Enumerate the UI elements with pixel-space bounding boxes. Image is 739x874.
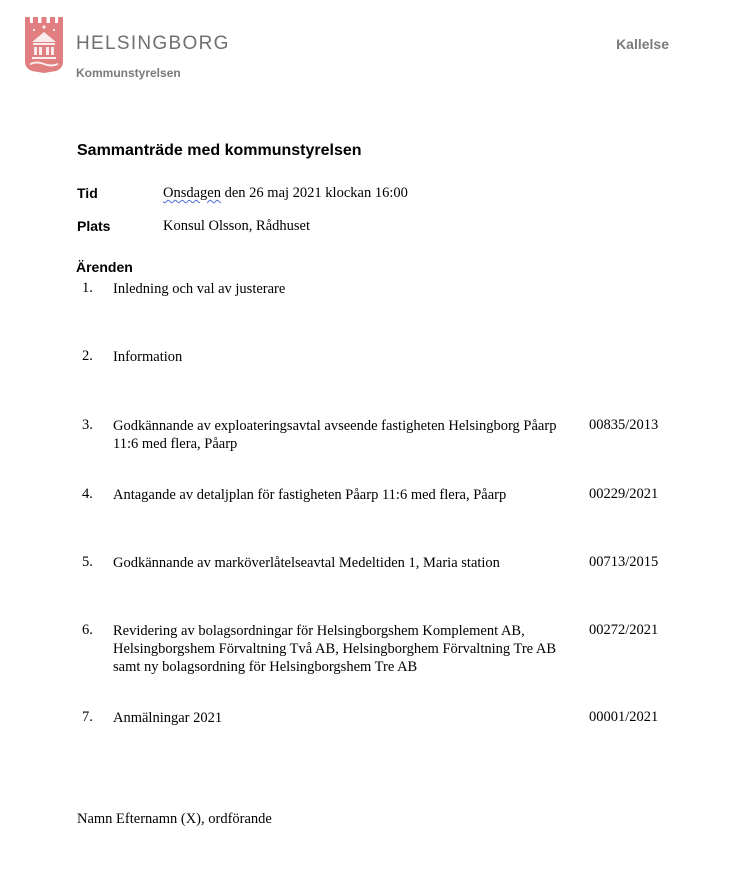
document-type: Kallelse — [616, 36, 669, 52]
agenda-item-text: Antagande av detaljplan för fastigheten Påarp 11:6 med flera, Påarp — [113, 487, 507, 503]
brand-name: HELSINGBORG — [76, 33, 230, 54]
place-label: Plats — [77, 218, 111, 234]
agenda-item-text: Godkännande av marköverlåtelseavtal Medeltiden 1, Maria station — [113, 555, 500, 571]
time-label: Tid — [77, 185, 98, 201]
page-title: Sammanträde med kommunstyrelsen — [77, 142, 362, 159]
agenda-item-number: 1. — [82, 280, 93, 296]
helsingborg-crest-logo — [24, 16, 64, 74]
agenda-item-text: Inledning och val av justerare — [113, 281, 286, 297]
agenda-item-ref: 00272/2021 — [589, 622, 659, 638]
agenda-item-ref: 00229/2021 — [589, 486, 659, 502]
agenda-item-text: Information — [113, 349, 183, 365]
agenda-item-number: 3. — [82, 417, 93, 433]
chair-signature: Namn Efternamn (X), ordförande — [77, 811, 272, 827]
time-rest: den 26 maj 2021 klockan 16:00 — [221, 185, 408, 201]
place-value: Konsul Olsson, Rådhuset — [163, 218, 311, 234]
agenda-item-text: Revidering av bolagsordningar för Helsingborgshem Komplement AB, Helsingborgshem Förvaltning Två AB, Helsingborghem Förvaltning Tre AB samt ny bolagsordning för Helsingborgshem Tre AB — [113, 623, 557, 675]
department-name: Kommunstyrelsen — [76, 66, 181, 80]
agenda-item-ref: 00835/2013 — [589, 417, 659, 433]
agenda-item-number: 2. — [82, 348, 93, 364]
agenda-heading: Ärenden — [76, 259, 133, 275]
agenda-item-ref: 00001/2021 — [589, 709, 659, 725]
agenda-item-number: 7. — [82, 709, 93, 725]
agenda-item-ref: 00713/2015 — [589, 554, 659, 570]
time-value — [163, 185, 408, 202]
time-day: Onsdagen — [163, 185, 221, 201]
agenda-item-text: Godkännande av exploateringsavtal avseende fastigheten Helsingborg Påarp 11:6 med flera, Påarp — [113, 418, 557, 452]
agenda-item-text: Anmälningar 2021 — [113, 710, 223, 726]
agenda-item-number: 4. — [82, 486, 93, 502]
agenda-item-number: 6. — [82, 622, 93, 638]
agenda-item-number: 5. — [82, 554, 93, 570]
